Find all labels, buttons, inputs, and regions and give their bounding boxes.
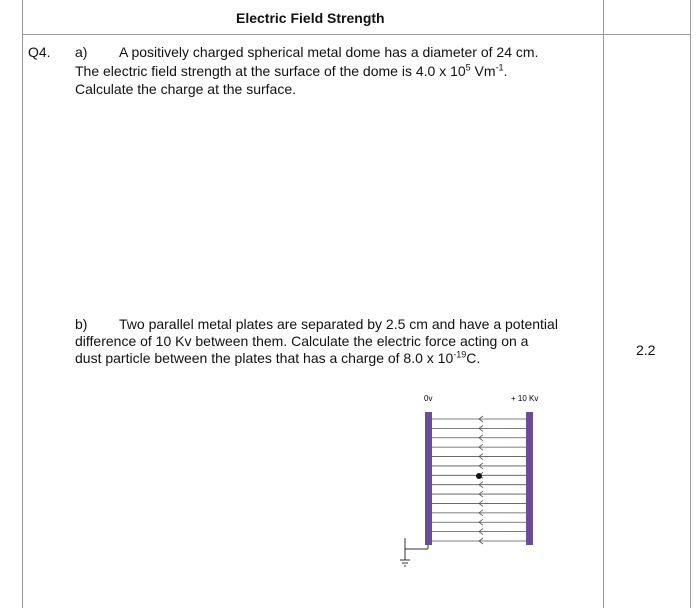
field-lines (432, 416, 526, 544)
part-a-line-2-mid: Vm (470, 63, 496, 79)
left-plate (425, 412, 432, 545)
part-a-line-3: Calculate the charge at the surface. (75, 81, 297, 97)
question-number: Q4. (28, 44, 51, 60)
part-b-exponent: -19 (453, 349, 467, 360)
score-value: 2.2 (636, 342, 656, 358)
part-b-label: b) (75, 316, 88, 332)
part-b-line-3-post: C. (466, 350, 481, 366)
part-a-line-1: A positively charged spherical metal dome has a diameter of 24 cm. (119, 44, 539, 60)
dust-particle (476, 473, 482, 479)
part-b-line-3-pre: dust particle between the plates that has a charge of 8.0 x 10 (75, 350, 454, 366)
left-plate-label: 0v (424, 394, 433, 403)
part-a-exponent-2: -1 (495, 62, 504, 73)
right-plate (526, 412, 533, 545)
part-a-label: a) (75, 44, 88, 60)
part-a-exponent-1: 5 (465, 62, 471, 73)
page-title: Electric Field Strength (236, 10, 385, 26)
part-a-line-2-pre: The electric field strength at the surface of the dome is 4.0 x 10 (75, 63, 466, 79)
part-a-line-2-post: . (503, 63, 508, 79)
part-b-line-1: Two parallel metal plates are separated by 2.5 cm and have a potential (119, 316, 558, 332)
right-plate-label: + 10 Kv (511, 394, 539, 403)
part-b-line-2: difference of 10 Kv between them. Calculate the electric force acting on a (75, 333, 529, 349)
